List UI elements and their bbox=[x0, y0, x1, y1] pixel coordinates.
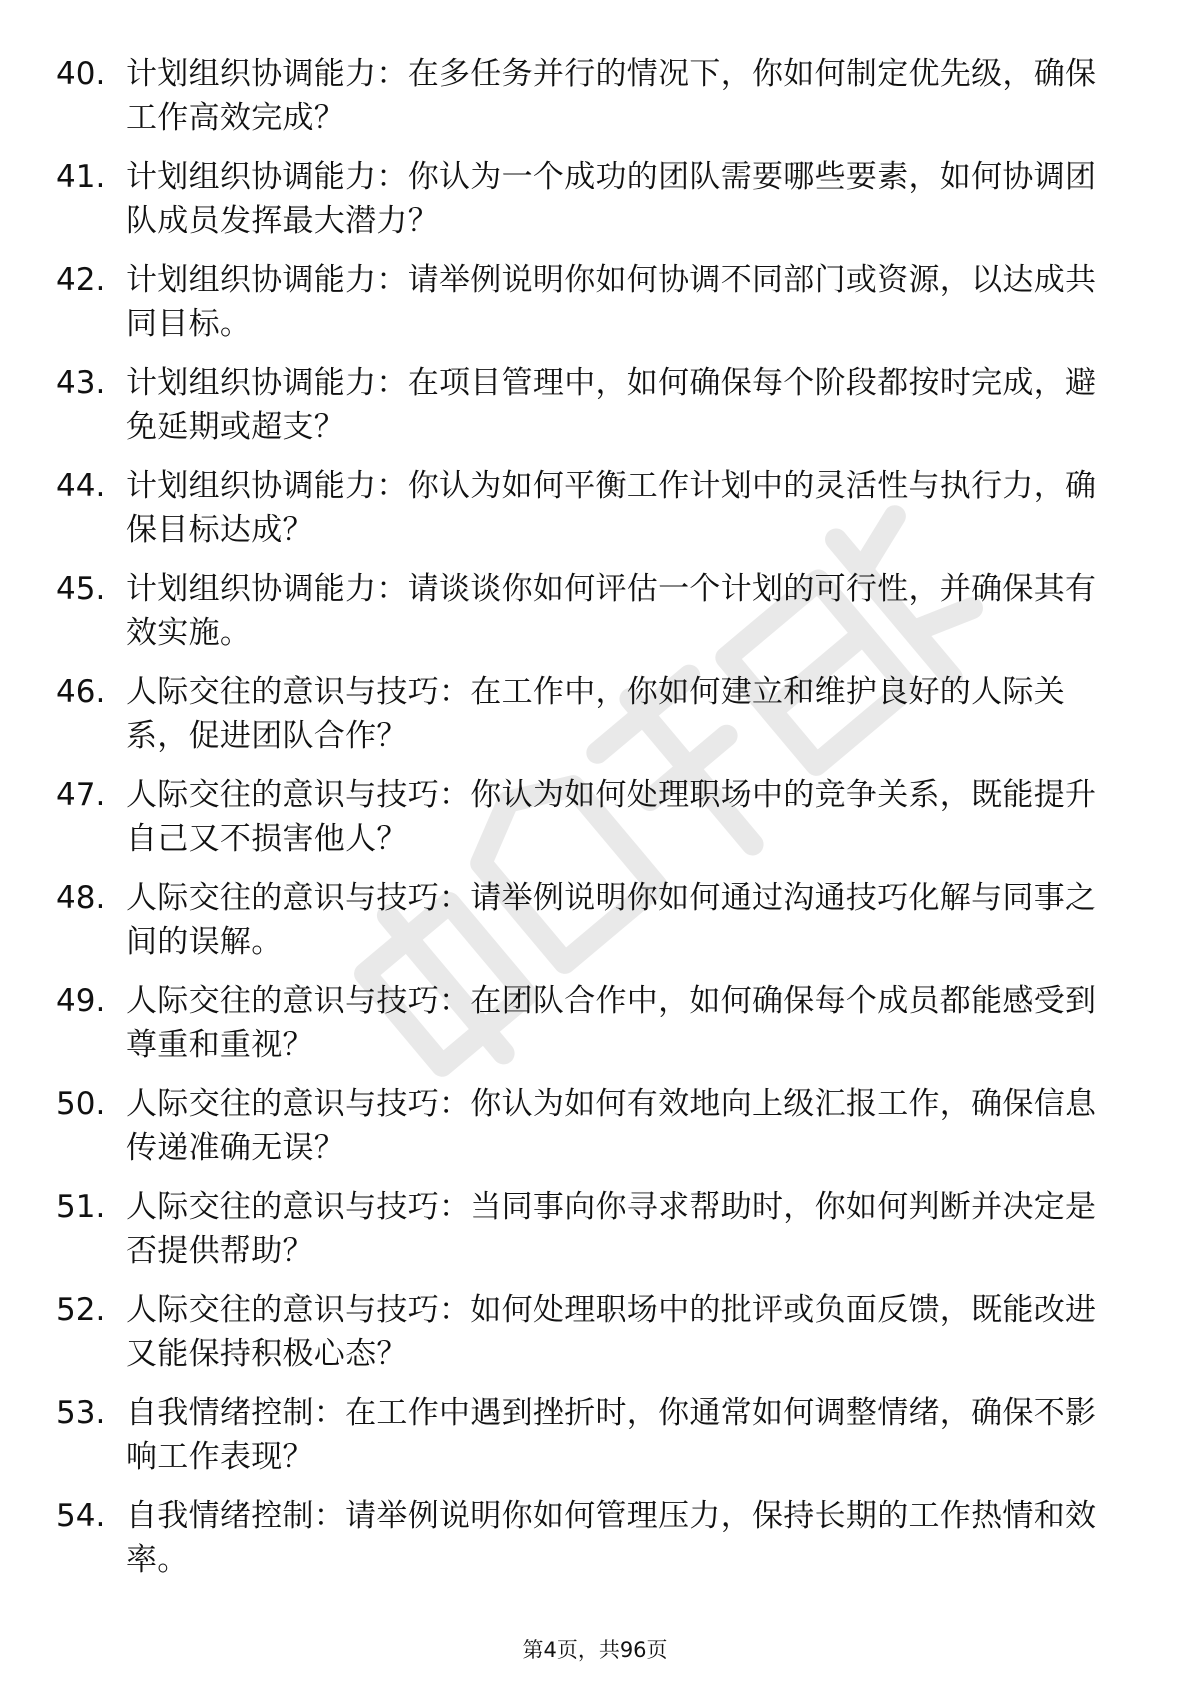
question-text: 计划组织协调能力：在项目管理中，如何确保每个阶段都按时完成，避免延期或超支？ bbox=[126, 365, 1097, 445]
question-item bbox=[0, 460, 1190, 563]
question-item bbox=[0, 1181, 1190, 1284]
question-text: 计划组织协调能力：你认为一个成功的团队需要哪些要素，如何协调团队成员发挥最大潜力？ bbox=[126, 159, 1097, 239]
question-number: 49. bbox=[56, 983, 106, 1019]
question-item bbox=[0, 666, 1190, 769]
question-text: 计划组织协调能力：在多任务并行的情况下，你如何制定优先级，确保工作高效完成？ bbox=[126, 56, 1097, 136]
question-number: 51. bbox=[56, 1189, 106, 1225]
question-item bbox=[0, 1284, 1190, 1387]
question-number: 41. bbox=[56, 159, 106, 195]
question-number: 54. bbox=[56, 1498, 106, 1534]
question-number: 44. bbox=[56, 468, 106, 504]
question-item bbox=[0, 151, 1190, 254]
question-item bbox=[0, 357, 1190, 460]
question-item bbox=[0, 48, 1190, 151]
question-text: 计划组织协调能力：请举例说明你如何协调不同部门或资源，以达成共同目标。 bbox=[126, 262, 1097, 342]
question-list bbox=[0, 48, 1190, 1593]
question-number: 48. bbox=[56, 880, 106, 916]
question-number: 45. bbox=[56, 571, 106, 607]
question-number: 47. bbox=[56, 777, 106, 813]
question-text: 人际交往的意识与技巧：你认为如何处理职场中的竞争关系，既能提升自己又不损害他人？ bbox=[126, 777, 1097, 857]
page-footer bbox=[0, 1636, 1190, 1664]
question-item bbox=[0, 1490, 1190, 1593]
question-text: 自我情绪控制：请举例说明你如何管理压力，保持长期的工作热情和效率。 bbox=[126, 1498, 1097, 1578]
question-number: 46. bbox=[56, 674, 106, 710]
question-number: 40. bbox=[56, 56, 106, 92]
question-text: 人际交往的意识与技巧：如何处理职场中的批评或负面反馈，既能改进又能保持积极心态？ bbox=[126, 1292, 1097, 1372]
question-item bbox=[0, 1387, 1190, 1490]
question-number: 43. bbox=[56, 365, 106, 401]
question-item bbox=[0, 1078, 1190, 1181]
question-text: 人际交往的意识与技巧：你认为如何有效地向上级汇报工作，确保信息传递准确无误？ bbox=[126, 1086, 1097, 1166]
page-number-label: 第4页，共96页 bbox=[522, 1638, 668, 1662]
question-text: 人际交往的意识与技巧：请举例说明你如何通过沟通技巧化解与同事之间的误解。 bbox=[126, 880, 1097, 960]
question-number: 52. bbox=[56, 1292, 106, 1328]
question-item bbox=[0, 254, 1190, 357]
question-text: 计划组织协调能力：请谈谈你如何评估一个计划的可行性，并确保其有效实施。 bbox=[126, 571, 1097, 651]
question-item bbox=[0, 563, 1190, 666]
question-number: 50. bbox=[56, 1086, 106, 1122]
question-text: 自我情绪控制：在工作中遇到挫折时，你通常如何调整情绪，确保不影响工作表现？ bbox=[126, 1395, 1097, 1475]
question-text: 人际交往的意识与技巧：当同事向你寻求帮助时，你如何判断并决定是否提供帮助？ bbox=[126, 1189, 1097, 1269]
question-number: 42. bbox=[56, 262, 106, 298]
question-text: 计划组织协调能力：你认为如何平衡工作计划中的灵活性与执行力，确保目标达成？ bbox=[126, 468, 1097, 548]
question-number: 53. bbox=[56, 1395, 106, 1431]
question-item bbox=[0, 975, 1190, 1078]
question-item bbox=[0, 872, 1190, 975]
question-text: 人际交往的意识与技巧：在团队合作中，如何确保每个成员都能感受到尊重和重视？ bbox=[126, 983, 1097, 1063]
question-item bbox=[0, 769, 1190, 872]
question-text: 人际交往的意识与技巧：在工作中，你如何建立和维护良好的人际关系，促进团队合作？ bbox=[126, 674, 1065, 754]
